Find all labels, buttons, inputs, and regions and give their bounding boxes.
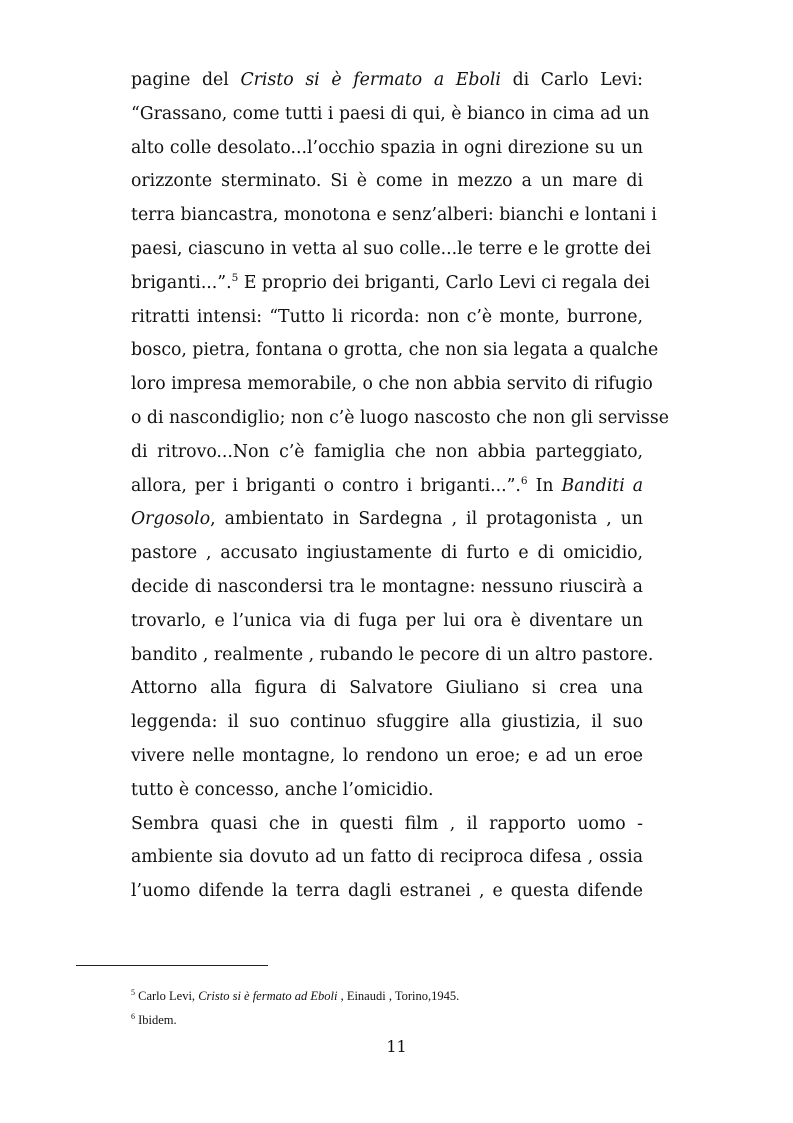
text-line: vivere nelle montagne, lo rendono un eroe; e ad un eroe <box>131 745 643 766</box>
footnote-reference: 5 <box>231 272 239 285</box>
footnote-divider <box>76 965 268 966</box>
text-line: pastore , accusato ingiustamente di furto e di omicidio, <box>131 543 643 564</box>
text-line: “Grassano, come tutti i paesi di qui, è bianco in cima ad un <box>131 103 650 124</box>
text-line: Attorno alla figura di Salvatore Giuliano si crea una <box>131 678 643 699</box>
text-line: bandito , realmente , rubando le pecore di un altro pastore. <box>131 644 654 665</box>
text-line: ambiente sia dovuto ad un fatto di reciproca difesa , ossia <box>131 847 643 868</box>
text-line: ritratti intensi: “Tutto li ricorda: non c’è monte, burrone, <box>131 306 643 327</box>
footnote-reference: 6 <box>520 474 528 487</box>
footnote-6: $^6$ Ibidem. <box>131 1011 177 1027</box>
text-line: l’uomo difende la terra dagli estranei , e questa difende <box>131 881 643 902</box>
text-line: Orgosolo, ambientato in Sardegna , il protagonista , un <box>131 509 643 530</box>
text-line: paesi, ciascuno in vetta al suo colle...le terre e le grotte dei <box>131 238 651 259</box>
footnote-5: $^5$ Carlo Levi, Cristo si è fermato ad Eboli , Einaudi , Torino,1945. <box>131 987 460 1003</box>
page-number: 11 <box>386 1037 407 1056</box>
film-title: Banditi a <box>561 475 644 496</box>
book-title: Cristo si è fermato ad Eboli <box>198 989 338 1003</box>
footnote-number: 6 <box>131 1011 135 1021</box>
text-line: pagine del Cristo si è fermato a Eboli di Carlo Levi: <box>131 70 643 90</box>
text-line: decide di nascondersi tra le montagne: nessuno riuscirà a <box>131 576 643 597</box>
text-line: leggenda: il suo continuo sfuggire alla giustizia, il suo <box>131 712 643 733</box>
text-line: allora, per i briganti o contro i briganti...”.$^6$ In Banditi a <box>131 474 644 496</box>
text-line: loro impresa memorabile, o che non abbia servito di rifugio <box>131 374 653 395</box>
text-line: trovarlo, e l’unica via di fuga per lui ora è diventare un <box>131 610 643 631</box>
text-line: terra biancastra, monotona e senz’alberi: bianchi e lontani i <box>131 205 657 226</box>
text-line: briganti...”.$^5$ E proprio dei briganti, Carlo Levi ci regala dei <box>131 272 650 293</box>
text-line: di ritrovo...Non c’è famiglia che non abbia parteggiato, <box>131 441 643 462</box>
film-title: Orgosolo <box>131 509 211 530</box>
text-line: orizzonte sterminato. Si è come in mezzo a un mare di <box>131 171 643 192</box>
book-title: Cristo si è fermato a Eboli <box>240 70 501 90</box>
footnote-number: 5 <box>131 987 135 997</box>
body-text <box>131 64 669 909</box>
text-line: Sembra quasi che in questi film , il rapporto uomo - <box>131 813 643 834</box>
footnotes <box>131 988 691 1036</box>
text-line: tutto è concesso, anche l’omicidio. <box>131 779 434 800</box>
text-line: bosco, pietra, fontana o grotta, che non sia legata a qualche <box>131 340 659 361</box>
text-line: alto colle desolato...l’occhio spazia in ogni direzione su un <box>131 137 643 158</box>
text-line: o di nascondiglio; non c’è luogo nascosto che non gli servisse <box>131 407 669 428</box>
